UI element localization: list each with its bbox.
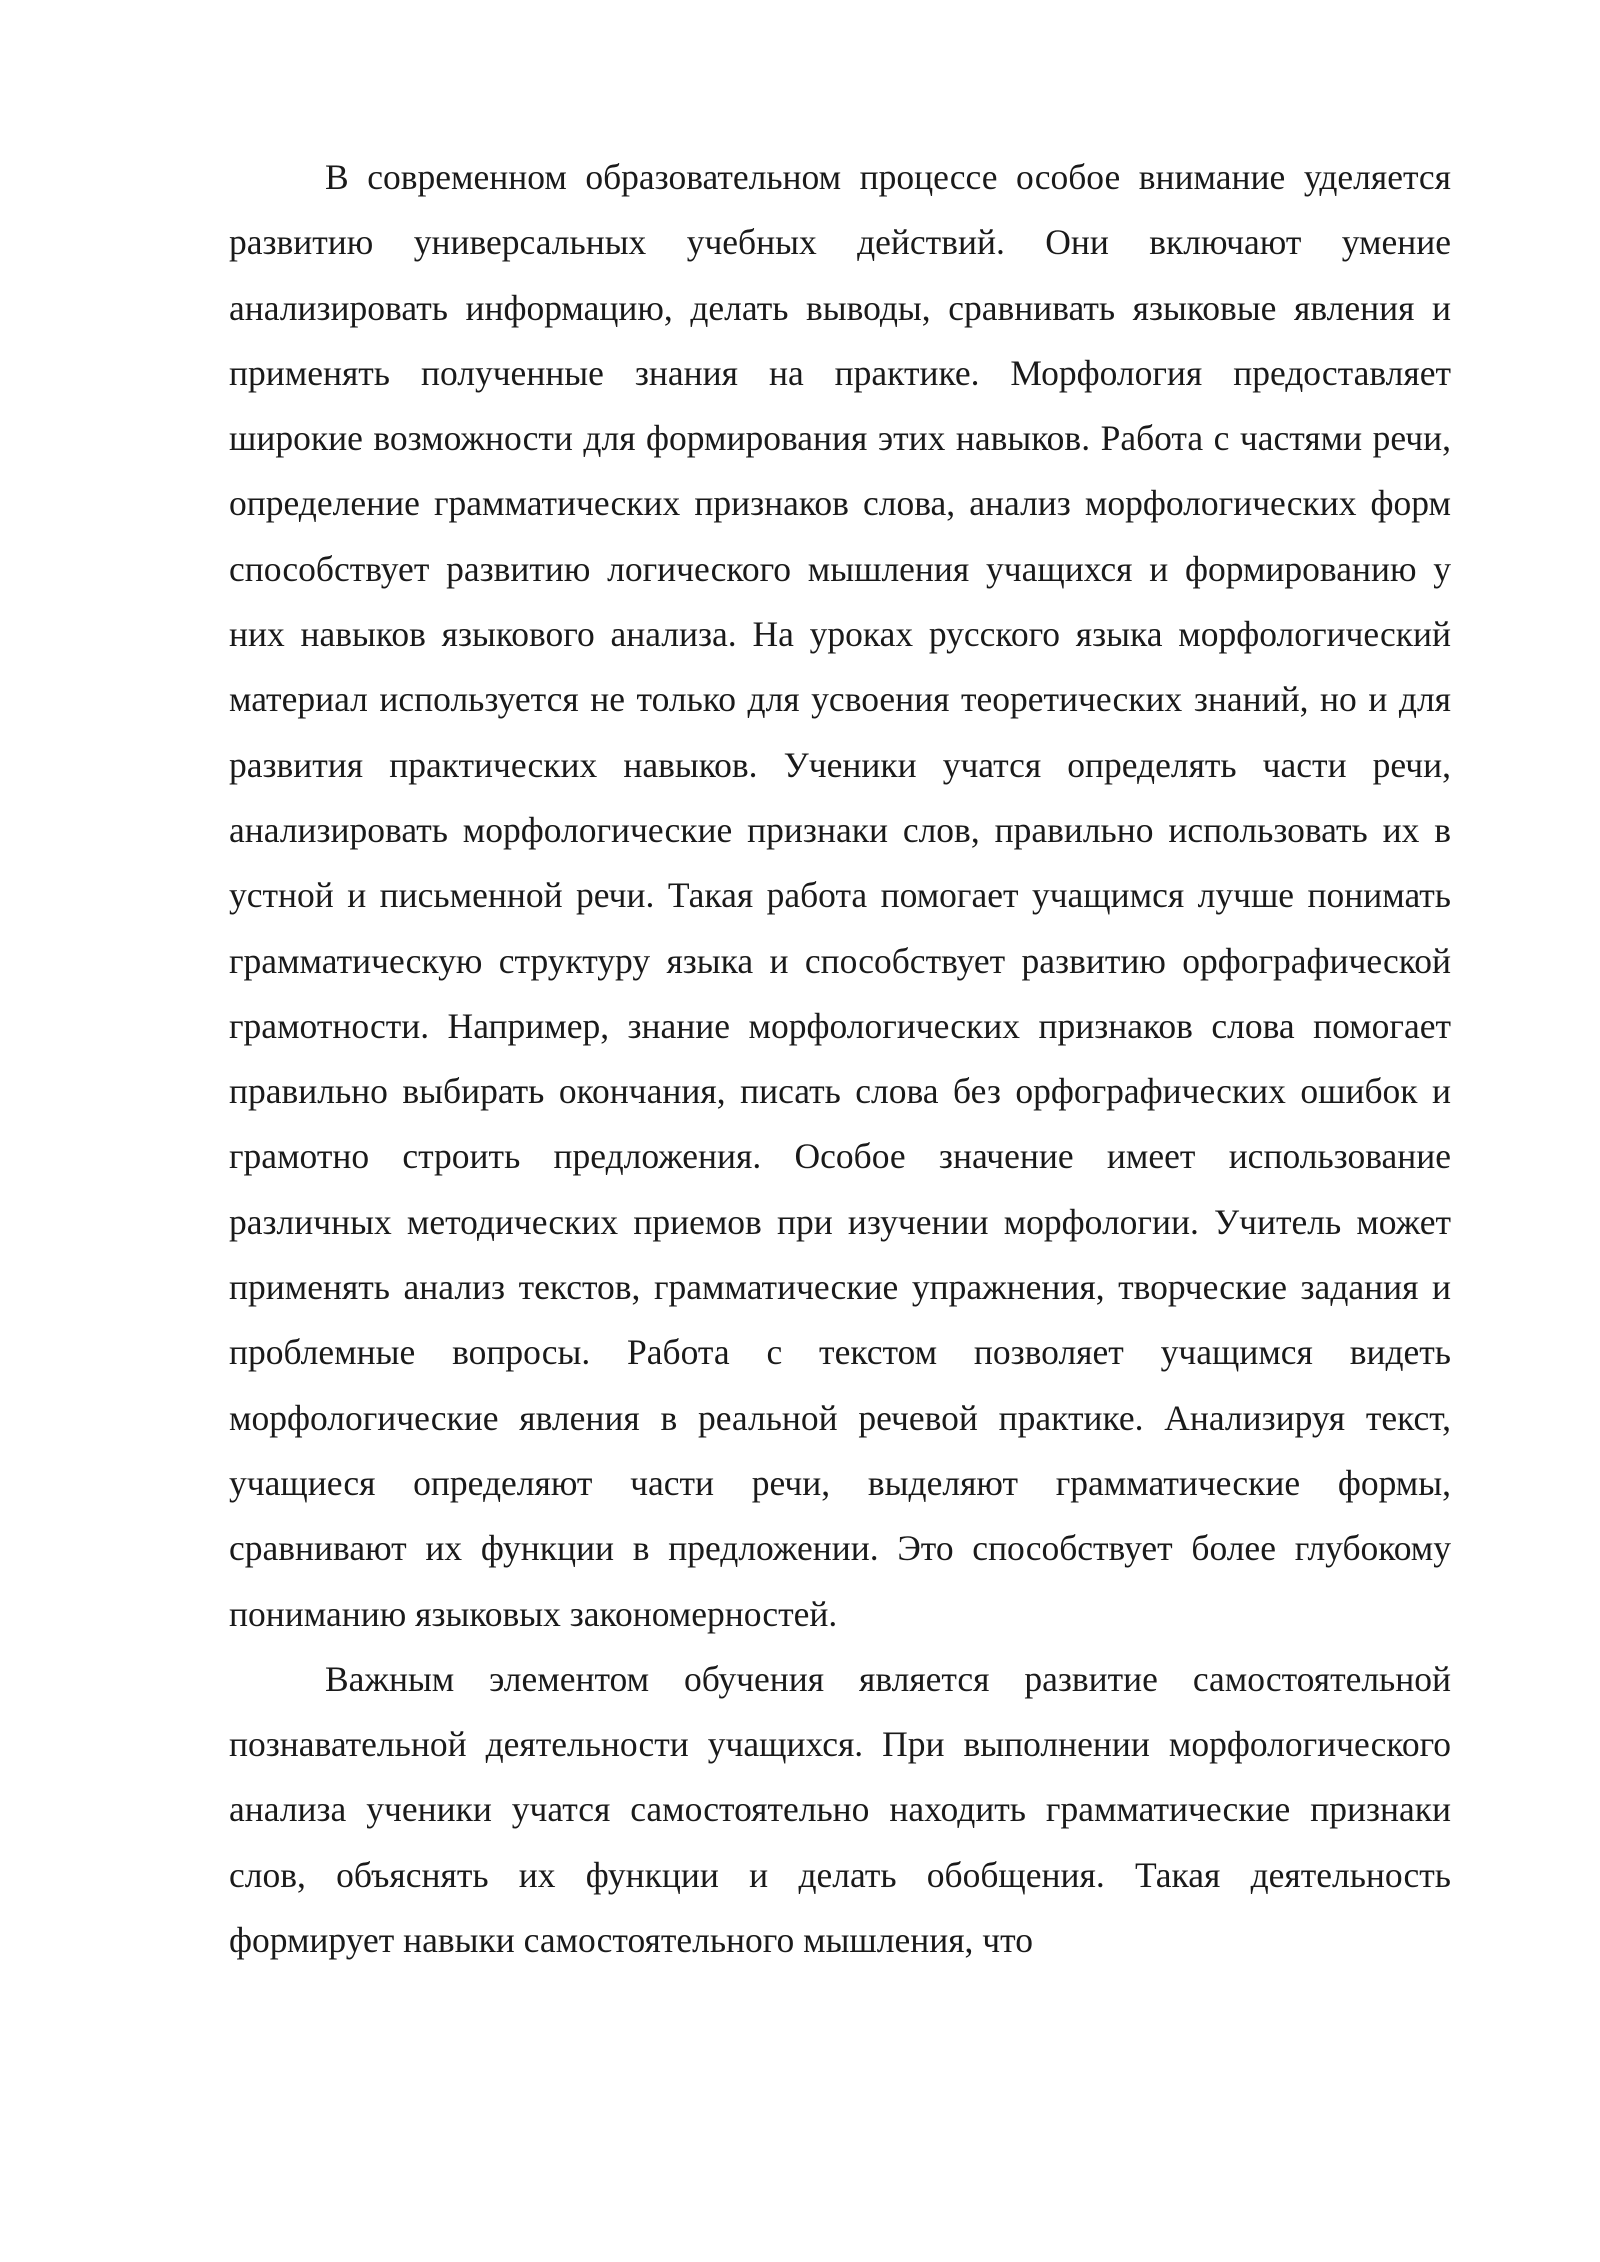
document-body (229, 145, 1451, 1973)
paragraph-2: Важным элементом обучения является развитие самостоятельной познавательной деятельности учащихся. При выполнении морфологического анализа ученики учатся самостоятельно находить грамматические признаки слов, объяснять их функции и делать обобщения. Такая деятельность формирует навыки самостоятельного мышления, что (229, 1658, 1451, 1961)
paragraph-1: В современном образовательном процессе особое внимание уделяется развитию универсальных учебных действий. Они включают умение анализировать информацию, делать выводы, сравнивать языковые явления и применять полученные знания на практике. Морфология предоставляет широкие возможности для формирования этих навыков. Работа с частями речи, определение грамматических признаков слова, анализ морфологических форм способствует развитию логического мышления учащихся и формированию у них навыков языкового анализа. На уроках русского языка морфологический материал используется не только для усвоения теоретических знаний, но и для развития практических навыков. Ученики учатся определять части речи, анализировать морфологические признаки слов, правильно использовать их в устной и письменной речи. Такая работа помогает учащимся лучше понимать грамматическую структуру языка и способствует развитию орфографической грамотности. Например, знание морфологических признаков слова помогает правильно выбирать окончания, писать слова без орфографических ошибок и грамотно строить предложения. Особое значение имеет использование различных методических приемов при изучении морфологии. Учитель может применять анализ текстов, грамматические упражнения, творческие задания и проблемные вопросы. Работа с текстом позволяет учащимся видеть морфологические явления в реальной речевой практике. Анализируя текст, учащиеся определяют части речи, выделяют грамматические формы, сравнивают их функции в предложении. Это способствует более глубокому пониманию языковых закономерностей. (229, 157, 1451, 1634)
